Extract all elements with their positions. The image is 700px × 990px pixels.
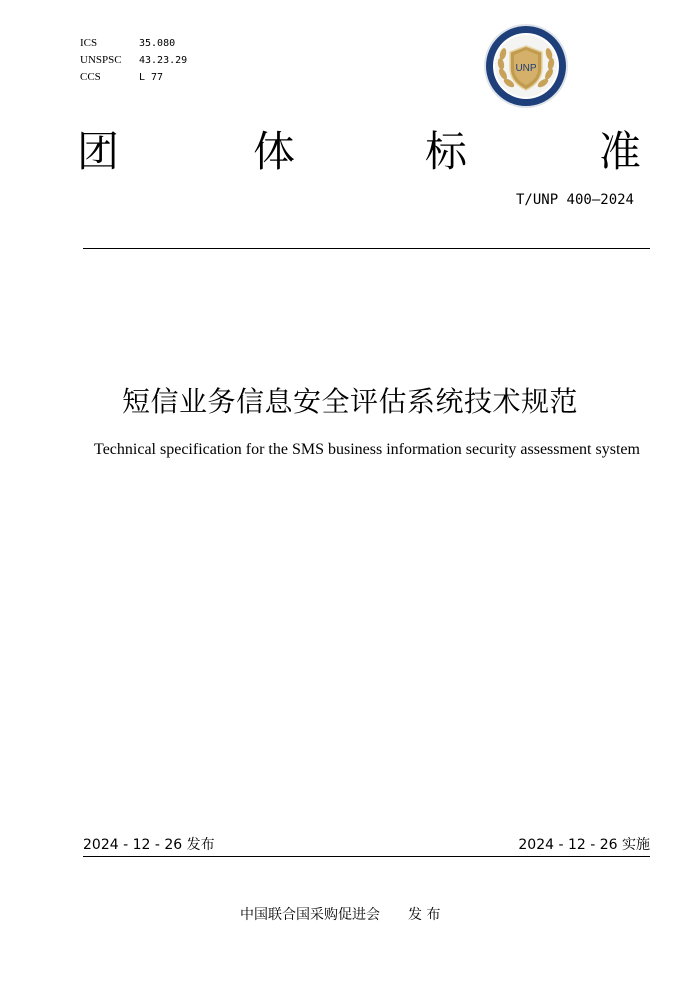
unspsc-label: UNSPSC: [80, 54, 122, 66]
logo-text: UNP: [515, 63, 537, 74]
ccs-label: CCS: [80, 71, 101, 83]
issuer: 中国联合国采购促进会 发 布: [240, 907, 441, 923]
implement-date: 2024 - 12 - 26 实施: [518, 837, 650, 853]
standard-type-char: 体: [252, 127, 295, 176]
ccs-row: [80, 69, 187, 86]
unspsc-value: 43.23.29: [139, 55, 188, 66]
ics-row: [80, 35, 187, 52]
footer-divider: [83, 856, 650, 857]
unp-logo: [479, 22, 573, 110]
unspsc-row: [80, 52, 187, 69]
standard-type-heading: [0, 124, 700, 180]
header-divider: [83, 248, 650, 249]
issue-date: 2024 - 12 - 26 发布: [83, 837, 215, 853]
unp-emblem-icon: [479, 22, 573, 110]
standard-type-char: 标: [424, 127, 467, 176]
chinese-title: 短信业务信息安全评估系统技术规范: [121, 385, 578, 418]
ics-value: 35.080: [139, 38, 176, 49]
standard-number: T/UNP 400—2024: [515, 192, 634, 208]
standard-type-char: 准: [598, 127, 641, 176]
english-title: Technical specification for the SMS business information security assessment system: [94, 441, 640, 458]
ics-label: ICS: [80, 37, 98, 49]
ccs-value: L 77: [139, 72, 164, 83]
standard-type-char: 团: [76, 127, 119, 176]
classification-codes: [80, 35, 187, 86]
